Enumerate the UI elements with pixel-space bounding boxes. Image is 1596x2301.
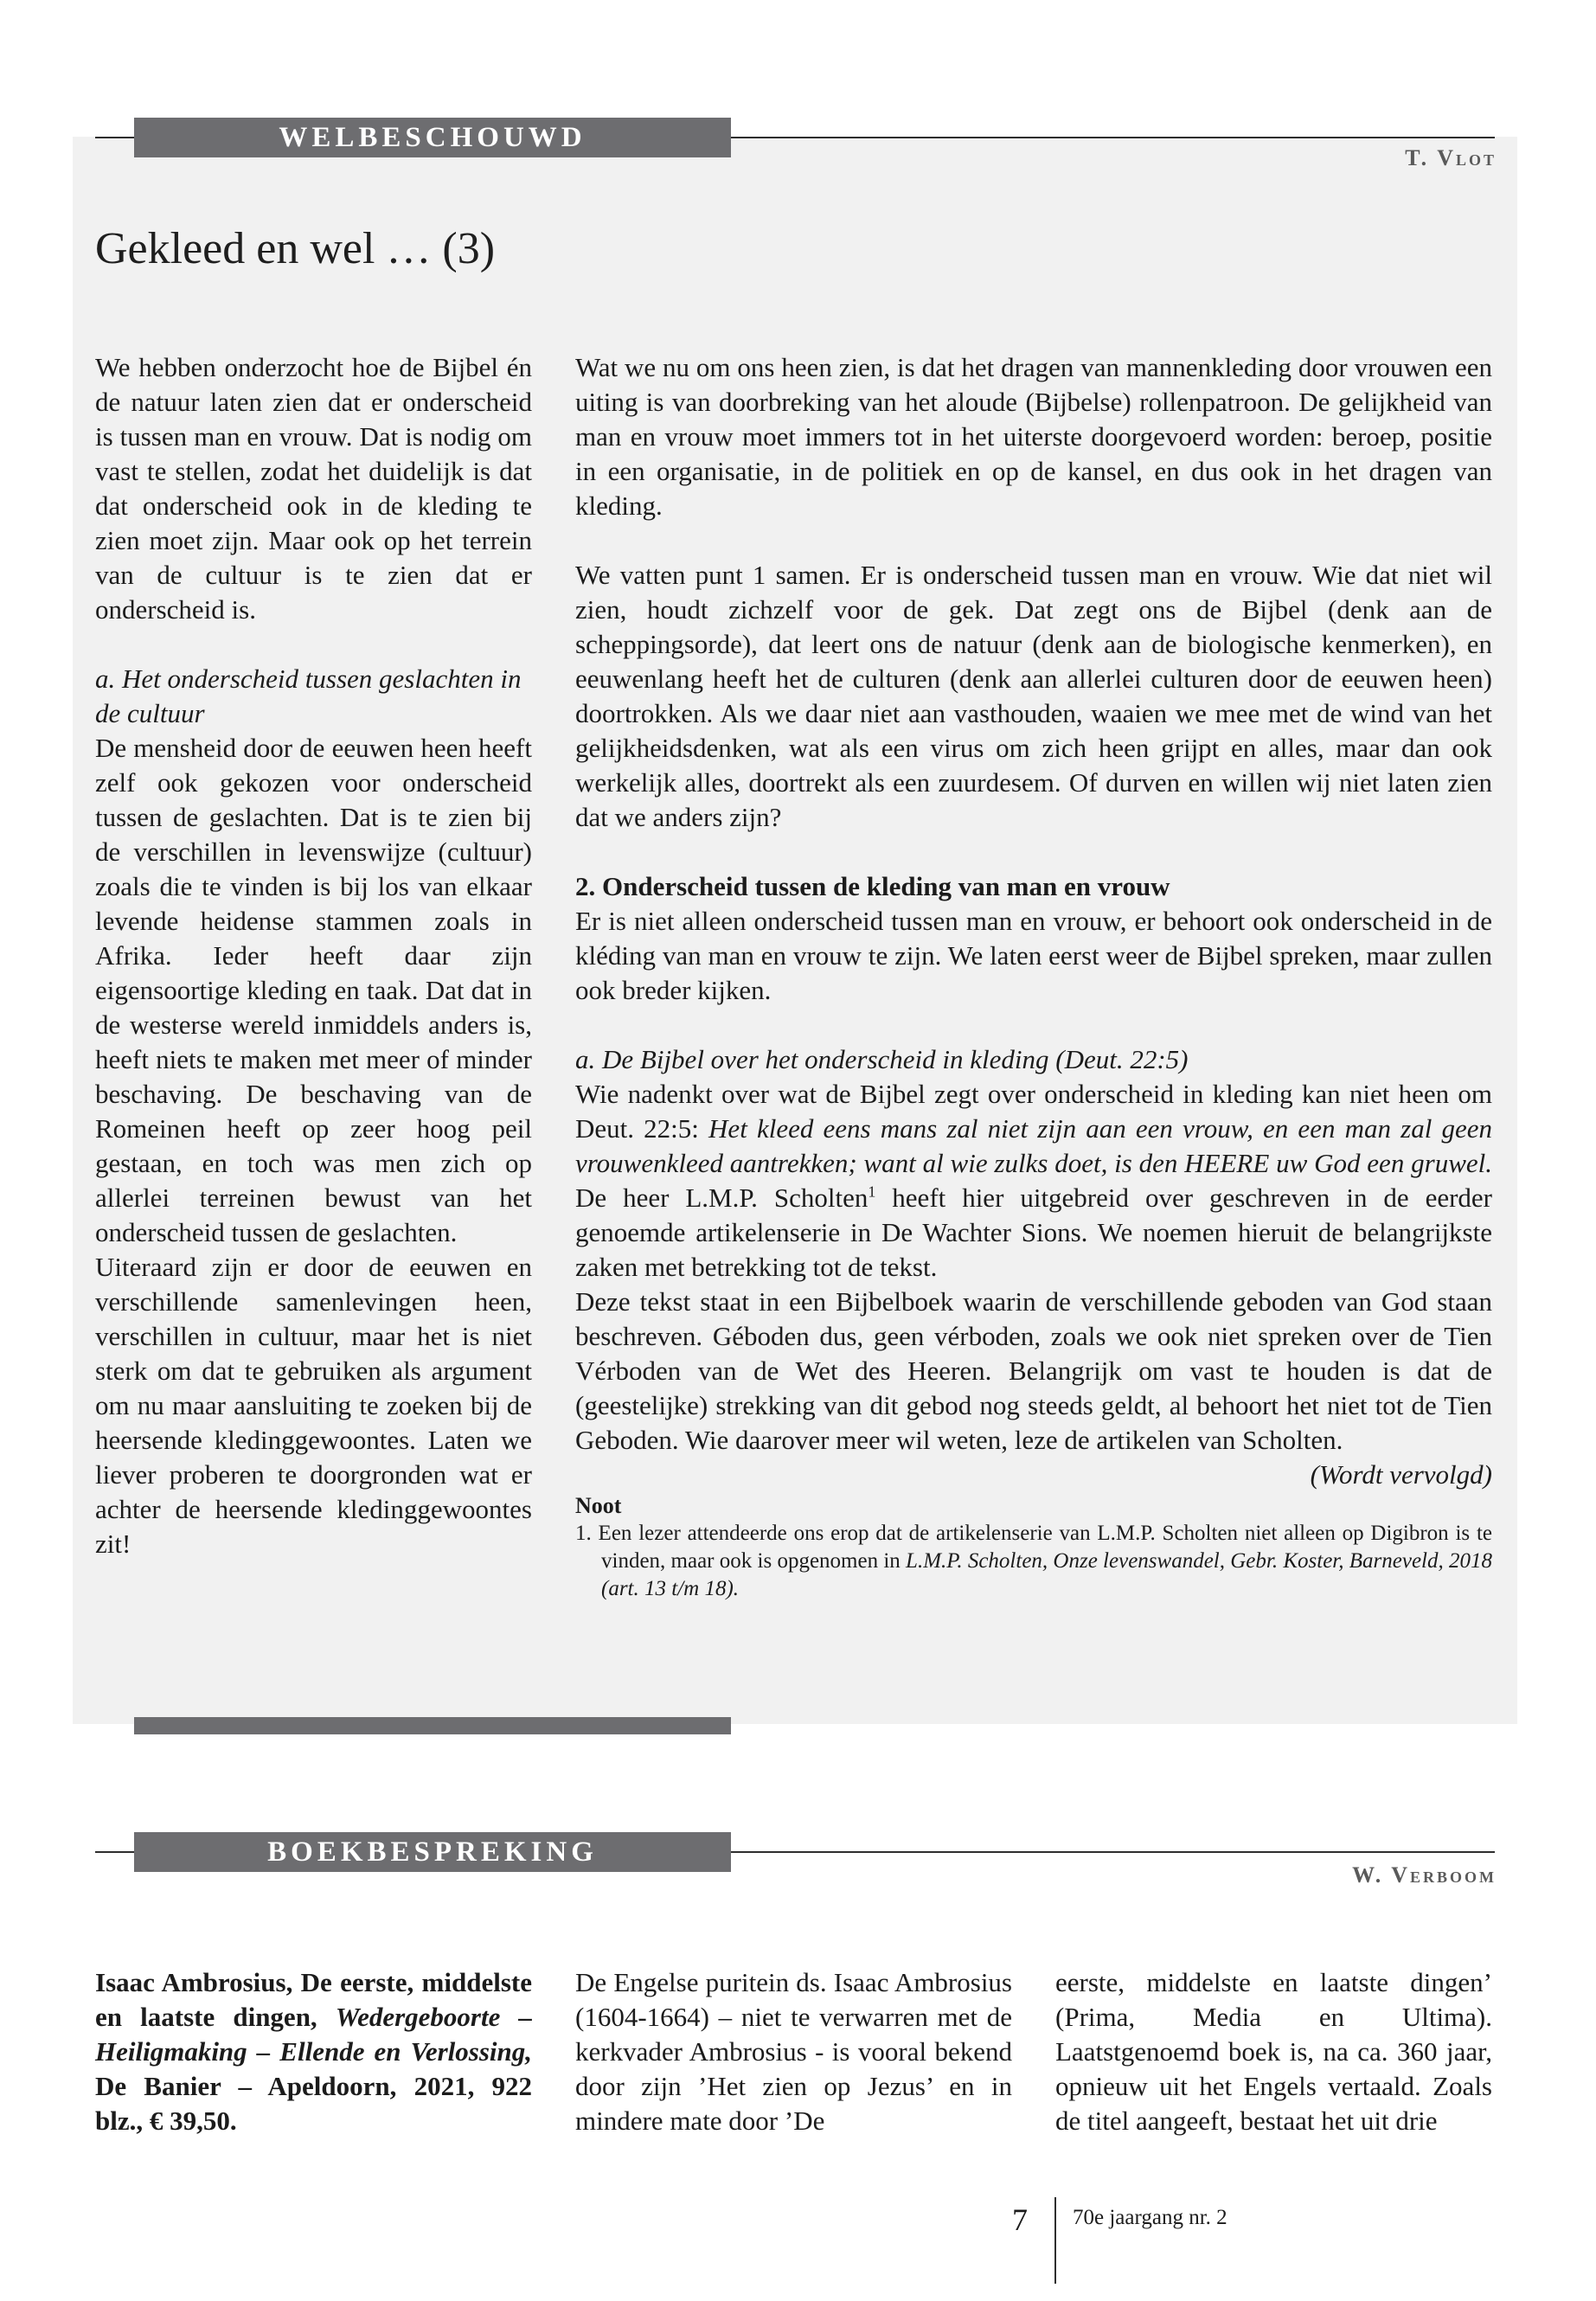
section-heading: 2. Onderscheid tussen de kleding van man en vrouw: [575, 871, 1170, 901]
review-author: W. Verboom: [1352, 1862, 1497, 1888]
paragraph: Er is niet alleen onderscheid tussen man en vrouw, er behoort ook onderscheid in de kléding van man en vrouw te zijn. We laten eerst weer de Bijbel spreken, maar zullen ook breder kijken.: [575, 906, 1492, 1005]
text: 1. Een lezer attendeerde ons erop dat de artikelenserie van L.M.P. Scholten niet alleen op Digibron is te vinden, maar ook is opgenomen in: [575, 1522, 1492, 1573]
footer-divider: [1054, 2197, 1056, 2284]
paragraph: Uiteraard zijn er door de eeuwen en verschillende samenlevingen heen, verschillen in cultuur, maar het is niet sterk om dat te gebruiken als argument om nu maar aansluiting te zoeken bij de heersende kledinggewoontes. Laten we liever proberen te doorgronden wat er achter de heersende kledinggewoontes zit!: [95, 1252, 532, 1559]
review-column-3: eerste, middelste en laatste dingen’ (Prima, Media en Ultima). Laatstgenoemd boek is, na ca. 360 jaar, opnieuw uit het Engels vertaald. Zoals de titel aangeeft, bestaat het uit drie: [1055, 1967, 1492, 2136]
volume-info: 70e jaargang nr. 2: [1073, 2206, 1227, 2229]
paragraph: We vatten punt 1 samen. Er is onderscheid tussen man en vrouw. Wie dat niet wil zien, houdt zichzelf voor de gek. Dat zegt ons de Bijbel (denk aan de scheppingsorde), dat leert ons de natuur (denk aan de biologische kenmerken), en eeuwenlang heeft het de culturen (denk aan allerlei culturen door de eeuwen heen) doortrokken. Als we daar niet aan vasthouden, waaien we mee met de wind van het gelijkheidsdenken, wat als een virus om zich heen grijpt en alles, maar dan ook werkelijk alles, doortrekt als een zuurdesem. Of durven en willen wij niet laten zien dat we anders zijn?: [575, 560, 1492, 832]
bible-quote: Het kleed eens mans zal niet zijn aan een vrouw, en een man zal geen vrouwenkleed aantrekken; want al wie zulks doet, is den HEERE uw God een gruwel.: [575, 1113, 1492, 1178]
paragraph: Wat we nu om ons heen zien, is dat het dragen van mannenkleding door vrouwen een uiting is van doorbreking van het aloude (Bijbelse) rollenpatroon. De gelijkheid van man en vrouw moet immers tot in het uiterste doorgevoerd worden: beroep, positie in een organisatie, in de politiek en op de kansel, en dus ook in het dragen van kleding.: [575, 352, 1492, 521]
paragraph: [575, 1077, 1492, 1285]
note-heading: Noot: [575, 1493, 622, 1518]
book-info: [95, 1965, 532, 2138]
text: Isaac Ambrosius, De eerste, middelste en laatste dingen,: [95, 1967, 532, 2032]
to-be-continued: (Wordt vervolgd): [1310, 1459, 1492, 1490]
text: heeft hier uitgebreid over geschreven in de eerder genoemde artikelenserie in De Wachter Sions. We noemen hieruit de belangrijkste zaken met betrekking tot de tekst.: [575, 1183, 1493, 1282]
paragraph: Deze tekst staat in een Bijbelboek waarin de verschillende geboden van God staan beschreven. Géboden dus, geen vérboden, zoals we ook niet spreken over de Tien Vérboden van de Wet des Heeren. Belangrijk om vast te houden is dat de (geestelijke) strekking van dit gebod nog steeds geldt, al behoort het niet tot de Tien Geboden. Wie daarover meer wil weten, leze de artikelen van Scholten.: [575, 1286, 1492, 1455]
paragraph: De mensheid door de eeuwen heen heeft zelf ook gekozen voor onderscheid tussen de geslachten. Dat is te zien bij de verschillen in levenswijze (cultuur) zoals die te vinden is bij los van elkaar levende heidense stammen zoals in Afrika. Ieder heeft daar zijn eigensoortige kleding en taak. Dat dat in de westerse wereld inmiddels anders is, heeft niets te maken met meer of minder beschaving. De beschaving van de Romeinen heeft op zeer hoog peil gestaan, en toch was men zich op allerlei terreinen bewust van het onderscheid tussen de geslachten.: [95, 733, 532, 1247]
paragraph: We hebben onderzocht hoe de Bijbel én de natuur laten zien dat er onderscheid is tussen man en vrouw. Dat is nodig om vast te stellen, zodat het duidelijk is dat dat onderscheid ook in de kleding te zien moet zijn. Maar ook op het terrein van de cultuur is te zien dat er onderscheid is.: [95, 352, 532, 625]
article-title: Gekleed en wel … (3): [95, 224, 496, 273]
text: De Banier – Apeldoorn, 2021, 922 blz., € 39,50.: [95, 2071, 532, 2136]
subheading: a. De Bijbel over het onderscheid in kleding (Deut. 22:5): [575, 1044, 1189, 1074]
text: De heer L.M.P. Scholten: [575, 1183, 869, 1213]
article-bottom-bar: [134, 1717, 731, 1734]
footnote: [575, 1520, 1492, 1603]
text: Wie nadenkt over wat de Bijbel zegt over onderscheid in kleding kan niet heen om Deut. 22:5:: [575, 1079, 1492, 1144]
text: L.M.P. Scholten, Onze levenswandel, Gebr. Koster, Barneveld, 2018 (art. 13 t/m 18).: [601, 1549, 1492, 1600]
footnote-ref: 1: [868, 1183, 876, 1201]
article-left-column: [95, 350, 532, 1561]
text: Wedergeboorte – Heiligmaking – Ellende en Verlossing,: [95, 2002, 532, 2067]
section-banner: BOEKBESPREKING: [134, 1832, 731, 1872]
page-number: 7: [1012, 2202, 1028, 2237]
article-author: T. Vlot: [1405, 145, 1497, 170]
review-column-2: De Engelse puritein ds. Isaac Ambrosius (1604-1664) – niet te verwarren met de kerkvader Ambrosius - is vooral bekend door zijn ’Het zien op Jezus’ en in mindere mate door ’De: [575, 1967, 1012, 2136]
subheading: a. Het onderscheid tussen geslachten in de cultuur: [95, 663, 522, 728]
section-banner: WELBESCHOUWD: [134, 118, 731, 157]
article-right-column: [575, 350, 1492, 1603]
